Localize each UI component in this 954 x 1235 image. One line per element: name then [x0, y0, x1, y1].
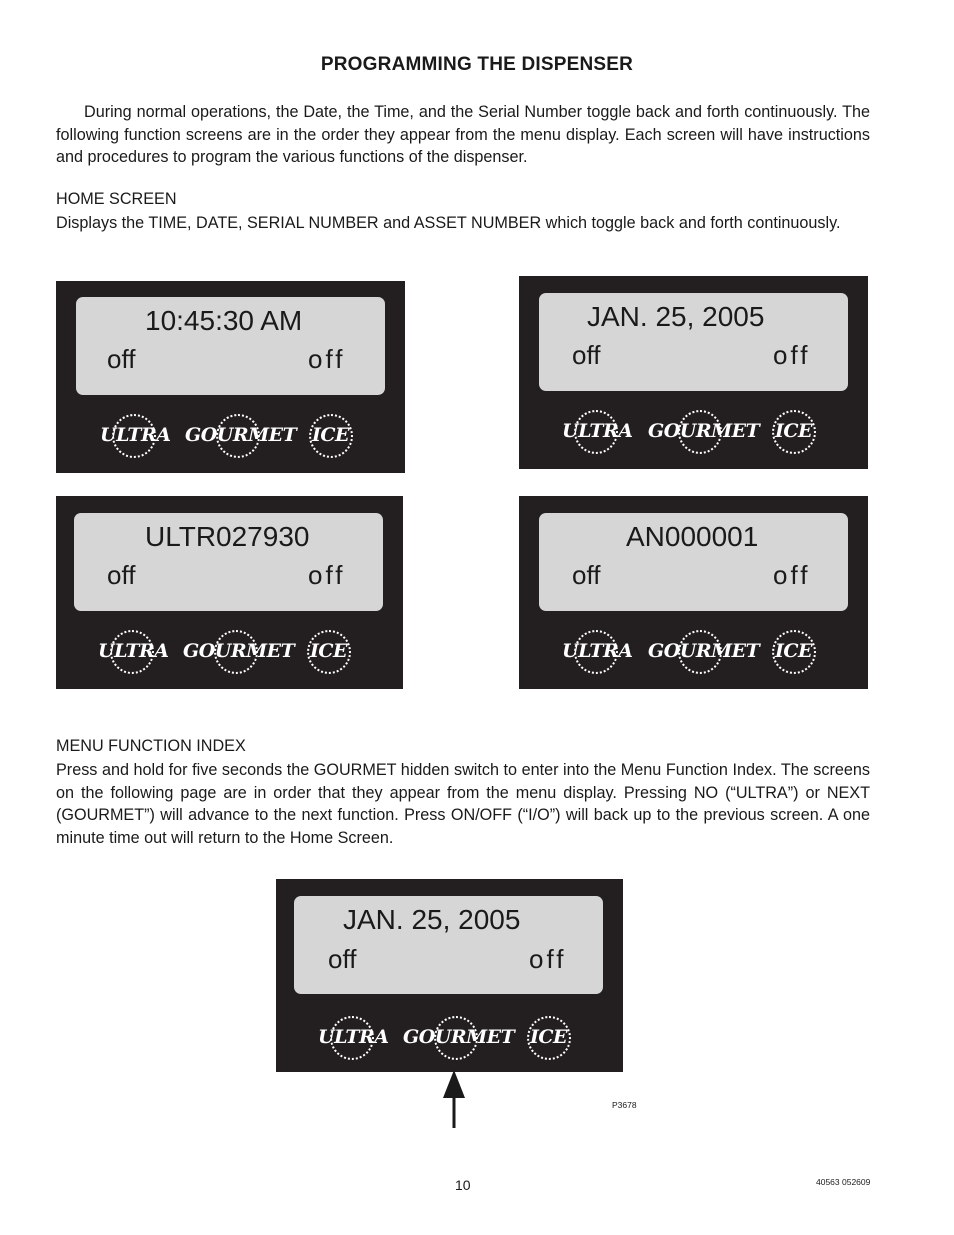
lcd-screen	[74, 513, 383, 611]
ice-button[interactable]: ICE	[775, 420, 812, 442]
gourmet-button[interactable]: GOURMET	[648, 640, 760, 662]
lcd-screen	[294, 896, 603, 994]
display-panel-asset	[519, 496, 868, 689]
lcd-line-1: 10:45:30 AM	[145, 305, 303, 336]
lcd-right-status: off	[308, 560, 346, 590]
gourmet-button[interactable]: GOURMET	[185, 424, 297, 446]
ultra-button[interactable]: ULTRA	[100, 424, 171, 446]
lcd-screen	[539, 513, 848, 611]
lcd-left-status: off	[107, 344, 136, 374]
lcd-screen	[539, 293, 848, 391]
display-panel-serial	[56, 496, 403, 689]
home-screen-heading: HOME SCREEN	[56, 190, 177, 208]
lcd-line-1: AN000001	[626, 521, 759, 552]
up-arrow-icon	[440, 1068, 468, 1130]
gourmet-button[interactable]: GOURMET	[403, 1026, 515, 1048]
lcd-line-1: JAN. 25, 2005	[587, 301, 765, 332]
display-panel-menu	[276, 879, 623, 1072]
lcd-left-status: off	[572, 340, 601, 370]
lcd-left-status: off	[328, 944, 357, 974]
intro-paragraph: During normal operations, the Date, the Time, and the Serial Number toggle back and forth continuously. The following function screens are in the order they appear from the menu display. Each screen will have instructions and procedures to program the various functions of the dispenser.	[56, 103, 870, 166]
home-screen-description: Displays the TIME, DATE, SERIAL NUMBER and ASSET NUMBER which toggle back and forth continuously.	[56, 214, 841, 232]
ice-button[interactable]: ICE	[775, 640, 812, 662]
lcd-left-status: off	[572, 560, 601, 590]
document-code: 40563 052609	[816, 1177, 871, 1187]
lcd-screen	[76, 297, 385, 395]
ice-button[interactable]: ICE	[312, 424, 349, 446]
menu-function-description: Press and hold for five seconds the GOURMET hidden switch to enter into the Menu Function Index. The screens on the following page are in order that they appear from the menu display. Pressing NO (“ULTRA”) or NEXT (GOURMET”) will advance to the next function. Press ON/OFF (“I/O”) will back up to the previous screen. A one minute time out will return to the Home Screen.	[56, 761, 870, 847]
lcd-left-status: off	[107, 560, 136, 590]
ultra-button[interactable]: ULTRA	[562, 420, 633, 442]
lcd-line-1: JAN. 25, 2005	[343, 904, 521, 935]
lcd-right-status: off	[308, 344, 346, 374]
ultra-button[interactable]: ULTRA	[562, 640, 633, 662]
ice-button[interactable]: ICE	[310, 640, 347, 662]
lcd-right-status: off	[773, 560, 811, 590]
menu-function-heading: MENU FUNCTION INDEX	[56, 737, 246, 755]
display-panel-time	[56, 281, 405, 473]
page-title: PROGRAMMING THE DISPENSER	[320, 54, 634, 75]
figure-code: P3678	[612, 1100, 637, 1110]
ultra-button[interactable]: ULTRA	[98, 640, 169, 662]
gourmet-button[interactable]: GOURMET	[648, 420, 760, 442]
lcd-right-status: off	[529, 944, 567, 974]
ice-button[interactable]: ICE	[530, 1026, 567, 1048]
lcd-right-status: off	[773, 340, 811, 370]
page-number: 10	[455, 1177, 471, 1193]
lcd-line-1: ULTR027930	[145, 521, 310, 552]
display-panel-date	[519, 276, 868, 469]
ultra-button[interactable]: ULTRA	[318, 1026, 389, 1048]
gourmet-button[interactable]: GOURMET	[183, 640, 295, 662]
